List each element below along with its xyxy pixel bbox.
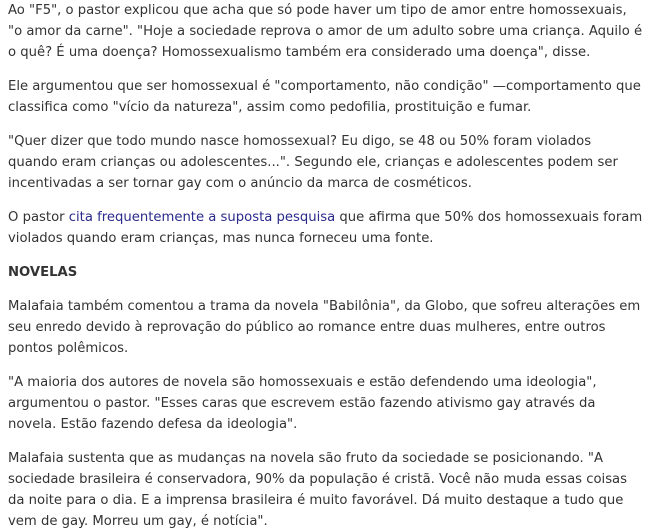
research-link[interactable]: cita frequentemente a suposta pesquisa [68,210,336,225]
paragraph-babilonia: Malafaia também comentou a trama da novela "Babilônia", da Globo, que sofreu alterações em seu enredo devido à reprovação do público ao romance entre duas mulheres, entre outros pontos polêmicos. [8,299,641,356]
paragraph-research-claim [8,207,643,249]
paragraph-text-after-link: que afirma que 50% dos homossexuais foram violados quando eram crianças, mas nunca forneceu uma fonte. [8,210,643,246]
paragraph-society-quote: Malafaia sustenta que as mudanças na novela são fruto da sociedade se posicionando. "A sociedade brasileira é conservadora, 90% da população é cristã. Você não muda essas coisas da noite para o dia. E a imprensa brasileira é muito favorável. Dá muito destaque a tudo que vem de gay. Morreu um gay, é notícia". [8,451,628,529]
paragraph-text-before-link: O pastor [8,210,69,225]
paragraph-behavior-argument: Ele argumentou que ser homossexual é "comportamento, não condição" —comportamento que classifica como "vício da natureza", assim como pedofilia, prostituição e fumar. [8,79,641,115]
section-heading-novelas: NOVELAS [8,265,78,280]
paragraph-quote-born-homosexual: "Quer dizer que todo mundo nasce homossexual? Eu digo, se 48 ou 50% foram violados quando eram crianças ou adolescentes...". Segundo ele, crianças e adolescentes podem ser incentivadas a ser tornar gay com o anúncio da marca de cosméticos. [8,134,618,191]
paragraph-authors-quote: "A maioria dos autores de novela são homossexuais e estão defendendo uma ideologia", argumentou o pastor. "Esses caras que escrevem estão fazendo ativismo gay através da novela. Estão fazendo defesa da ideologia". [8,375,597,432]
paragraph-f5-interview: Ao "F5", o pastor explicou que acha que só pode haver um tipo de amor entre homossexuais, "o amor da carne". "Hoje a sociedade reprova o amor de um adulto sobre uma criança. Aquilo é o quê? É uma doença? Homossexualismo também era considerado uma doença", disse. [8,3,643,60]
